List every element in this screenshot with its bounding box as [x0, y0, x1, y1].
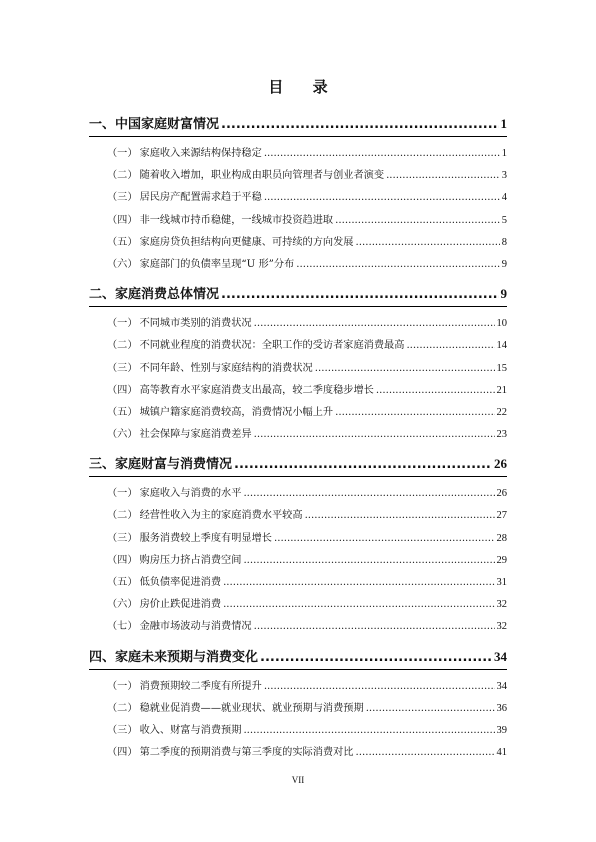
toc-section-3: [89, 452, 507, 638]
entry-number: （三）: [107, 192, 138, 204]
toc-entry[interactable]: [107, 358, 507, 380]
dot-leader: [305, 505, 495, 527]
entry-text: 家庭房贷负担结构向更健康、可持续的方向发展: [139, 236, 354, 248]
toc-entry[interactable]: [107, 313, 507, 335]
dot-leader: [366, 698, 495, 720]
entry-page-number: 26: [496, 488, 507, 500]
entry-page-number: 29: [496, 554, 507, 566]
dot-leader: [386, 165, 500, 187]
entry-number: （五）: [107, 406, 138, 418]
dot-leader: [243, 550, 494, 572]
entry-page-number: 34: [496, 680, 507, 692]
section-page-number: 9: [500, 286, 507, 302]
page-title: 目 录: [268, 78, 340, 96]
dot-leader: [315, 358, 495, 380]
page-footer-number: VII: [291, 775, 305, 785]
entry-number: （七）: [107, 621, 138, 633]
dot-leader: [260, 646, 492, 670]
entry-page-number: 41: [496, 747, 507, 759]
dot-leader: [376, 380, 495, 402]
toc-section-heading[interactable]: [89, 282, 507, 307]
entry-page-number: 1: [501, 148, 507, 159]
section-label: 四、家庭未来预期与消费变化: [89, 649, 259, 665]
dot-leader: [243, 483, 494, 505]
entry-page-number: 28: [496, 532, 507, 544]
entry-page-number: 39: [496, 724, 507, 736]
entry-number: （六）: [107, 429, 138, 441]
dot-leader: [223, 572, 494, 594]
entry-page-number: 14: [496, 340, 507, 352]
dot-leader: [221, 113, 498, 137]
table-of-contents: [89, 112, 507, 764]
entry-number: （一）: [107, 148, 138, 159]
dot-leader: [264, 676, 495, 698]
entry-page-number: 10: [496, 318, 507, 330]
entry-page-number: 9: [501, 258, 507, 270]
entry-text: 非一线城市持币稳健，一线城市投资趋进取: [139, 214, 334, 226]
dot-leader: [356, 742, 495, 764]
toc-entry[interactable]: [107, 402, 507, 424]
entry-page-number: 36: [496, 702, 507, 714]
entry-number: （四）: [107, 214, 138, 226]
entry-text: 服务消费较上季度有明显增长: [139, 532, 272, 544]
dot-leader: [234, 453, 492, 477]
toc-section-heading[interactable]: [89, 112, 507, 137]
section-page-number: 1: [500, 116, 507, 131]
entry-text: 消费预期较二季度有所提升: [139, 680, 262, 692]
entry-number: （二）: [107, 340, 138, 352]
entry-number: （二）: [107, 170, 138, 182]
entry-number: （五）: [107, 236, 138, 248]
entry-text: 购房压力挤占消费空间: [139, 554, 242, 566]
section-label: 一、中国家庭财富情况: [89, 117, 220, 132]
entry-text: 家庭部门的负债率呈现“U 形”分布: [139, 258, 295, 270]
dot-leader: [264, 187, 500, 209]
toc-entry[interactable]: [107, 742, 507, 764]
toc-entry[interactable]: [107, 616, 507, 638]
entry-text: 房价止跌促进消费: [139, 599, 222, 611]
entry-page-number: 32: [496, 621, 507, 633]
entry-page-number: 21: [496, 384, 507, 396]
entry-number: （二）: [107, 510, 138, 522]
entry-text: 不同城市类别的消费状况: [139, 318, 252, 330]
entry-page-number: 22: [496, 406, 507, 418]
toc-entry[interactable]: [107, 572, 507, 594]
entry-text: 高等教育水平家庭消费支出最高，较二季度稳步增长: [139, 384, 374, 396]
entry-text: 稳就业促消费——就业现状、就业预期与消费预期: [139, 702, 364, 714]
entry-page-number: 15: [496, 362, 507, 374]
dot-leader: [406, 335, 494, 357]
entry-number: （三）: [107, 362, 138, 374]
dot-leader: [254, 616, 495, 638]
section-page-number: 26: [494, 456, 507, 472]
entry-number: （四）: [107, 554, 138, 566]
toc-section-2: [89, 282, 507, 446]
entry-page-number: 3: [501, 170, 507, 182]
toc-entry[interactable]: [107, 210, 507, 232]
entry-number: （三）: [107, 724, 138, 736]
entry-number: （一）: [107, 488, 138, 500]
entry-page-number: 31: [496, 577, 507, 588]
entry-text: 低负债率促进消费: [139, 577, 222, 588]
dot-leader: [335, 210, 500, 232]
toc-entry[interactable]: [107, 143, 507, 165]
toc-section-4: [89, 645, 507, 765]
entry-text: 不同年龄、性别与家庭结构的消费状况: [139, 362, 313, 374]
dot-leader: [221, 283, 498, 307]
entry-page-number: 4: [501, 192, 507, 204]
entry-page-number: 5: [501, 214, 507, 226]
section-label: 三、家庭财富与消费情况: [89, 457, 233, 473]
entry-number: （二）: [107, 702, 138, 714]
entry-page-number: 27: [496, 510, 507, 522]
entry-page-number: 32: [496, 599, 507, 611]
toc-section-1: [89, 112, 507, 276]
toc-entry[interactable]: [107, 550, 507, 572]
entry-text: 第二季度的预期消费与第三季度的实际消费对比: [139, 747, 354, 759]
toc-entry[interactable]: [107, 594, 507, 616]
entry-text: 随着收入增加，职业构成由职员向管理者与创业者演变: [139, 170, 385, 182]
toc-entry[interactable]: [107, 335, 507, 357]
toc-section-heading[interactable]: [89, 452, 507, 477]
dot-leader: [296, 254, 500, 276]
entry-text: 金融市场波动与消费情况: [139, 621, 252, 633]
dot-leader: [335, 402, 494, 424]
entry-text: 家庭收入与消费的水平: [139, 488, 242, 500]
toc-section-heading[interactable]: [89, 645, 507, 670]
entry-page-number: 23: [496, 429, 507, 441]
entry-number: （六）: [107, 258, 138, 270]
entry-number: （四）: [107, 747, 138, 759]
entry-number: （一）: [107, 318, 138, 330]
toc-entry[interactable]: [107, 528, 507, 550]
toc-entry[interactable]: [107, 187, 507, 209]
toc-entry[interactable]: [107, 165, 507, 187]
entry-text: 社会保障与家庭消费差异: [139, 429, 252, 441]
dot-leader: [274, 528, 495, 550]
entry-text: 家庭收入来源结构保持稳定: [139, 148, 262, 159]
toc-entry[interactable]: [107, 720, 507, 742]
entry-text: 不同就业程度的消费状况：全职工作的受访者家庭消费最高: [139, 340, 405, 352]
toc-entry[interactable]: [107, 232, 507, 254]
entry-number: （六）: [107, 599, 138, 611]
toc-entry[interactable]: [107, 698, 507, 720]
entry-number: （三）: [107, 532, 138, 544]
entry-text: 经营性收入为主的家庭消费水平较高: [139, 510, 303, 522]
toc-entry[interactable]: [107, 483, 507, 505]
toc-entry[interactable]: [107, 254, 507, 276]
toc-entry[interactable]: [107, 380, 507, 402]
entry-number: （一）: [107, 680, 138, 692]
dot-leader: [223, 594, 494, 616]
dot-leader: [254, 313, 495, 335]
entry-number: （四）: [107, 384, 138, 396]
dot-leader: [356, 232, 500, 254]
toc-entry[interactable]: [107, 424, 507, 446]
entry-page-number: 8: [501, 236, 507, 248]
entry-text: 城镇户籍家庭消费较高，消费情况小幅上升: [139, 406, 334, 418]
toc-entry[interactable]: [107, 505, 507, 527]
entry-text: 收入、财富与消费预期: [139, 724, 242, 736]
dot-leader: [254, 424, 495, 446]
section-page-number: 34: [494, 648, 507, 664]
dot-leader: [264, 143, 500, 165]
toc-entry[interactable]: [107, 676, 507, 698]
entry-text: 居民房产配置需求趋于平稳: [139, 192, 262, 204]
dot-leader: [243, 720, 494, 742]
entry-number: （五）: [107, 577, 138, 588]
section-label: 二、家庭消费总体情况: [89, 287, 220, 303]
